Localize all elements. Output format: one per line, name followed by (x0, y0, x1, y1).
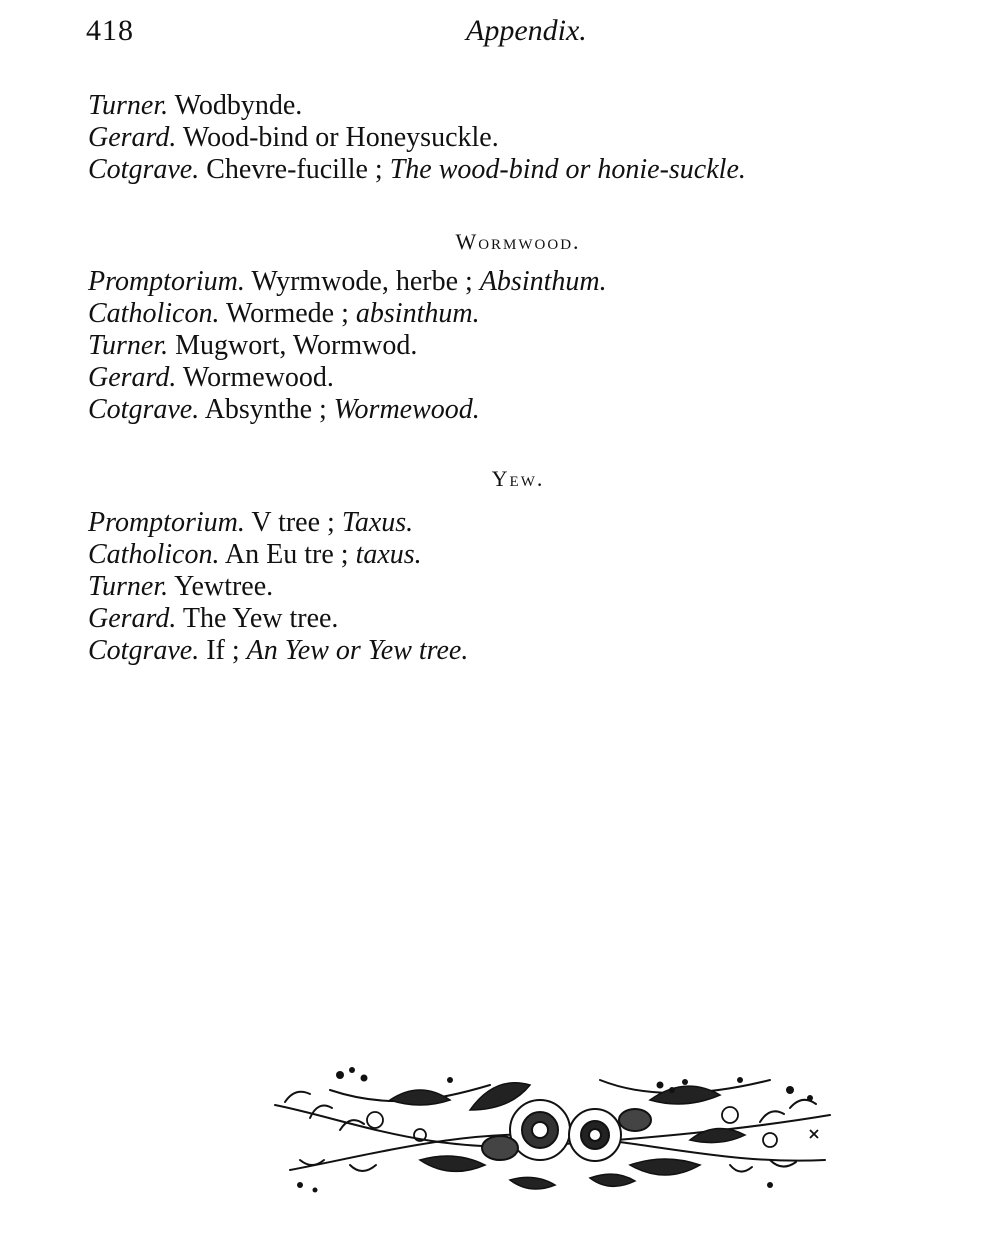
author-name: Cotgrave. (88, 394, 200, 425)
entry-gloss: Taxus. (341, 507, 414, 538)
entry-gloss: Absinthum. (479, 266, 607, 297)
entry-text: Wyrmwode, herbe ; (251, 266, 473, 297)
entry-text: Wodbynde. (174, 90, 303, 121)
yew-section (88, 507, 948, 667)
running-head (86, 14, 886, 54)
entry-text: V tree ; (251, 507, 335, 538)
section-heading-yew: Yew. (491, 466, 545, 491)
author-name: Catholicon. (88, 298, 220, 329)
wormwood-section (88, 266, 948, 426)
section-heading-wormwood: Wormwood. (455, 229, 581, 254)
author-name: Catholicon. (88, 539, 220, 570)
author-name: Promptorium. (88, 266, 245, 297)
entry-gloss: Wormewood. (333, 394, 480, 425)
author-name: Turner. (88, 330, 169, 361)
author-name: Cotgrave. (88, 635, 200, 666)
entry-gerard (88, 603, 948, 635)
entry-gloss: taxus. (355, 539, 422, 570)
author-name: Turner. (88, 90, 169, 121)
entry-text: If ; (206, 635, 240, 666)
entry-gloss: An Yew or Yew tree. (246, 635, 469, 666)
entry-text: Wormede ; (225, 298, 349, 329)
entry-promptorium (88, 507, 948, 539)
entry-catholicon (88, 539, 948, 571)
entry-text: An Eu tre ; (224, 539, 349, 570)
entry-gerard (88, 122, 948, 154)
entry-turner (88, 330, 948, 362)
entry-text: Mugwort, Wormwod. (175, 330, 418, 361)
floral-tailpiece-icon (270, 1060, 835, 1200)
entry-text: Chevre-fucille ; (206, 154, 383, 185)
entry-text: Wormewood. (182, 362, 334, 393)
entry-text: The Yew tree. (182, 603, 339, 634)
entry-text: Absynthe ; (204, 394, 327, 425)
entry-cotgrave (88, 635, 948, 667)
entry-turner (88, 90, 948, 122)
entry-catholicon (88, 298, 948, 330)
author-name: Promptorium. (88, 507, 245, 538)
entry-cotgrave (88, 394, 948, 426)
author-name: Cotgrave. (88, 154, 200, 185)
page-number: 418 (86, 14, 134, 47)
author-name: Gerard. (88, 362, 177, 393)
author-name: Gerard. (88, 603, 177, 634)
entry-turner (88, 571, 948, 603)
entry-cotgrave (88, 154, 948, 186)
entry-gerard (88, 362, 948, 394)
author-name: Turner. (88, 571, 169, 602)
running-title: Appendix. (466, 14, 587, 47)
author-name: Gerard. (88, 122, 177, 153)
woodbine-section (88, 90, 948, 186)
entry-gloss: absinthum. (355, 298, 480, 329)
entry-promptorium (88, 266, 948, 298)
entry-text: Wood-bind or Honeysuckle. (182, 122, 499, 153)
entry-gloss: The wood-bind or honie-suckle. (389, 154, 746, 185)
entry-text: Yewtree. (174, 571, 274, 602)
